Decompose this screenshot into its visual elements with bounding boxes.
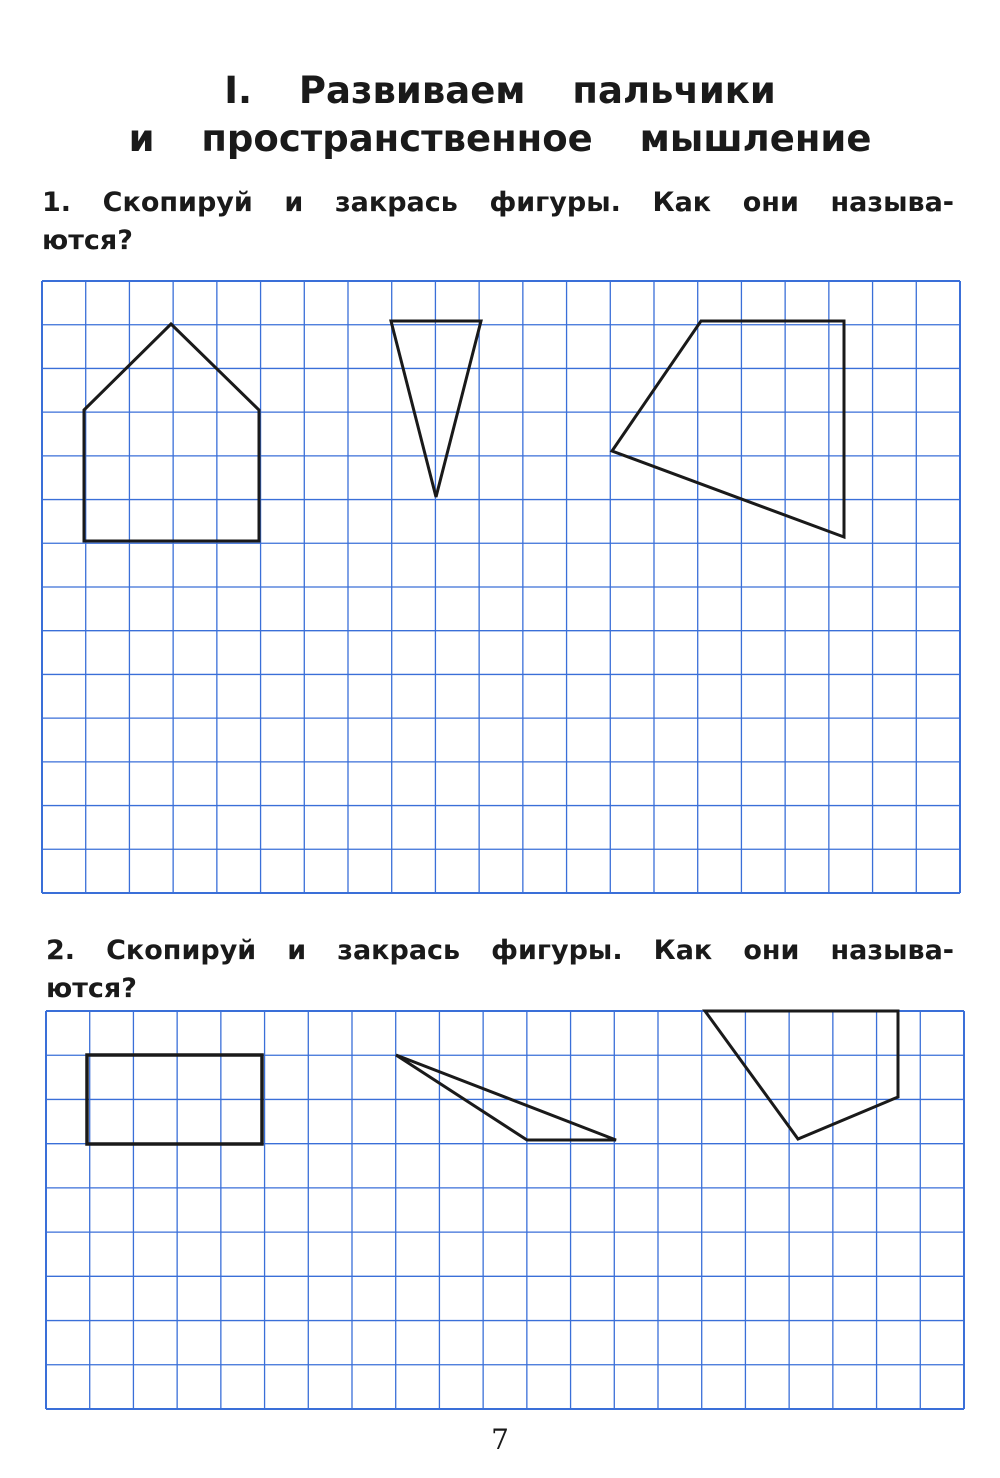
task-1-line-2: ются? [42,225,133,256]
task-2-line-2: ются? [46,973,137,1004]
section-title-line-2: и пространственное мышление [128,117,872,160]
task-1-quadrilateral-figure [612,321,844,537]
section-title-line-1: I. Развиваем пальчики [224,69,776,112]
task-1-line-1: 1. Скопируй и закрась фигуры. Как они называ- [42,187,954,218]
page-number: 7 [491,1423,509,1456]
task-2-instruction [46,932,954,1008]
task-2-line-1: 2. Скопируй и закрась фигуры. Как они называ- [46,935,954,966]
task-1-grid-lines [42,281,960,893]
task-1-pentagon-figure [84,324,259,541]
